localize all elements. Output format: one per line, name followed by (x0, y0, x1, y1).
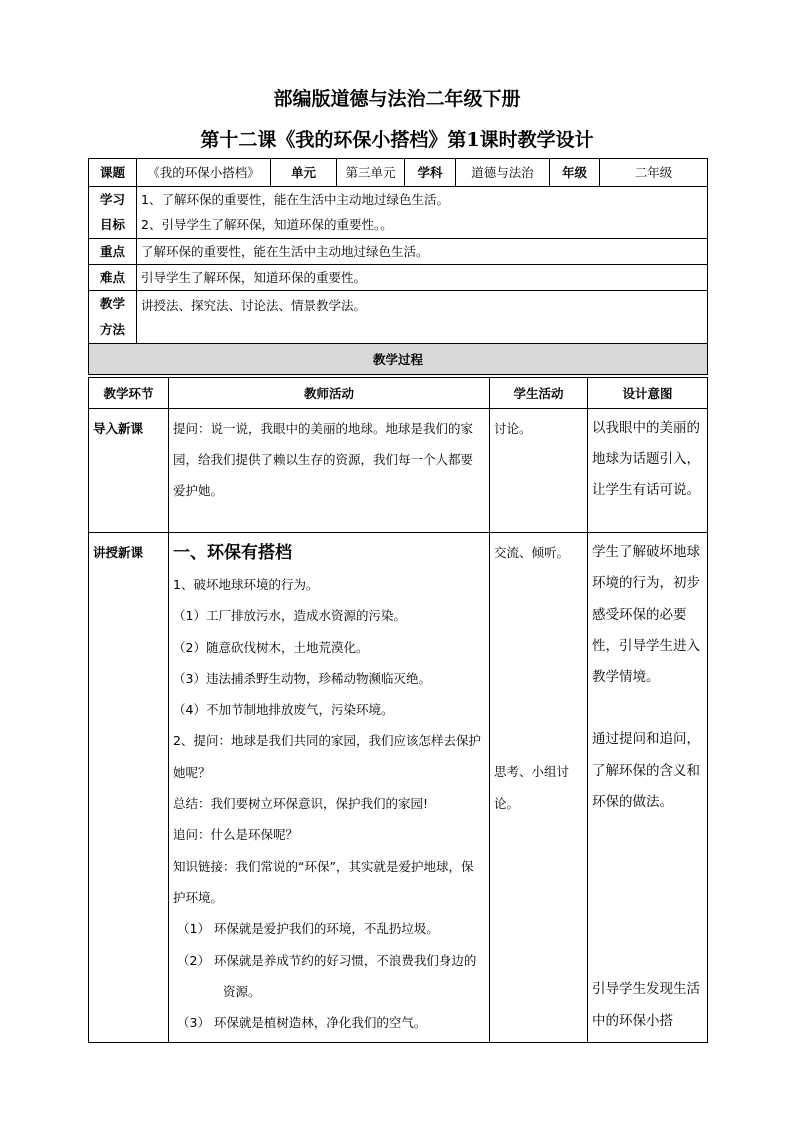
difficulty-row (89, 265, 708, 291)
teacher-line: （3） 环保就是植树造林，净化我们的空气。 (177, 1015, 427, 1031)
goal-item: 1、了解环保的重要性，能在生活中主动地过绿色生活。 (141, 192, 449, 207)
lesson-plan-table (88, 158, 708, 375)
goals-row (89, 187, 708, 239)
unit-label: 单元 (271, 159, 337, 187)
document-title: 部编版道德与法治二年级下册 (273, 88, 521, 110)
process-table (88, 377, 708, 1043)
column-stage: 教学环节 (89, 378, 169, 409)
grade-value: 二年级 (600, 159, 708, 187)
student-activity: 思考、小组讨论。 (494, 764, 570, 811)
teacher-line: 追问：什么是环保呢？ (173, 827, 299, 843)
grade-label: 年级 (550, 159, 600, 187)
key-point-value: 了解环保的重要性，能在生活中主动地过绿色生活。 (137, 239, 708, 265)
lecture-student (490, 533, 588, 1043)
key-point-label: 重点 (89, 239, 137, 265)
design-intent: 通过提问和追问，了解环保的含义和环保的做法。 (592, 731, 700, 811)
teacher-line: （3）违法捕杀野生动物，珍稀动物濒临灭绝。 (173, 670, 431, 686)
subject-label: 学科 (405, 159, 456, 187)
design-intent: 学生了解破坏地球环境的行为，初步感受环保的必要性，引导学生进入教学情境。 (592, 544, 700, 686)
goals-label: 学习 目标 (89, 187, 137, 239)
lesson-title: 第十二课《我的环保小搭档》第1课时教学设计 (200, 129, 594, 151)
goal-item: 2、引导学生了解环保，知道环保的重要性。。 (141, 217, 393, 232)
course-info-row (89, 159, 708, 187)
process-header: 教学过程 (89, 344, 708, 375)
column-design: 设计意图 (588, 378, 708, 409)
course-value: 《我的环保小搭档》 (137, 159, 271, 187)
intro-student: 讨论。 (490, 409, 588, 533)
difficulty-label: 难点 (89, 265, 137, 291)
section-heading: 一、环保有搭档 (173, 543, 292, 563)
teacher-line: 1、破坏地球环境的行为。 (173, 577, 319, 592)
column-student: 学生活动 (490, 378, 588, 409)
method-row (89, 291, 708, 344)
lecture-row (89, 533, 708, 1043)
key-point-row (89, 239, 708, 265)
teacher-line: （4）不加节制地排放废气，污染环境。 (173, 702, 394, 718)
method-value: 讲授法、探究法、讨论法、情景教学法。 (137, 291, 708, 344)
unit-value: 第三单元 (337, 159, 405, 187)
difficulty-value: 引导学生了解环保，知道环保的重要性。 (137, 265, 708, 291)
teacher-line: 2、提问：地球是我们共同的家园，我们应该怎样去保护她呢？ (173, 733, 481, 780)
teacher-line: （1）工厂排放污水，造成水资源的污染。 (173, 608, 406, 624)
lecture-design (588, 533, 708, 1043)
column-teacher: 教师活动 (169, 378, 490, 409)
intro-design: 以我眼中的美丽的地球为话题引入，让学生有话可说。 (588, 409, 708, 533)
course-label: 课题 (89, 159, 137, 187)
teacher-line: （2） 环保就是养成节约的好习惯，不浪费我们身边的资源。 (177, 952, 477, 999)
teacher-line: 总结：我们要树立环保意识，保护我们的家园! (173, 796, 429, 812)
intro-stage: 导入新课 (89, 409, 169, 533)
process-columns-row (89, 378, 708, 409)
teacher-line: 知识链接：我们常说的“环保”，其实就是爱护地球，保护环境。 (173, 858, 474, 905)
teacher-line: （1） 环保就是爱护我们的环境，不乱扔垃圾。 (177, 921, 439, 937)
teacher-line: （2）随意砍伐树木，土地荒漠化。 (173, 639, 369, 655)
subject-value: 道德与法治 (456, 159, 550, 187)
intro-row (89, 409, 708, 533)
design-intent: 引导学生发现生活中的环保小搭 (592, 981, 700, 1029)
lecture-teacher (169, 533, 490, 1043)
intro-teacher: 提问：说一说，我眼中的美丽的地球。地球是我们的家园，给我们提供了赖以生存的资源，我们每一个人都要爱护她。 (169, 409, 490, 533)
student-activity: 交流、倾听。 (494, 545, 570, 560)
process-header-row (89, 344, 708, 375)
lecture-stage: 讲授新课 (89, 533, 169, 1043)
goals-content (137, 187, 708, 239)
method-label: 教学 方法 (89, 291, 137, 344)
